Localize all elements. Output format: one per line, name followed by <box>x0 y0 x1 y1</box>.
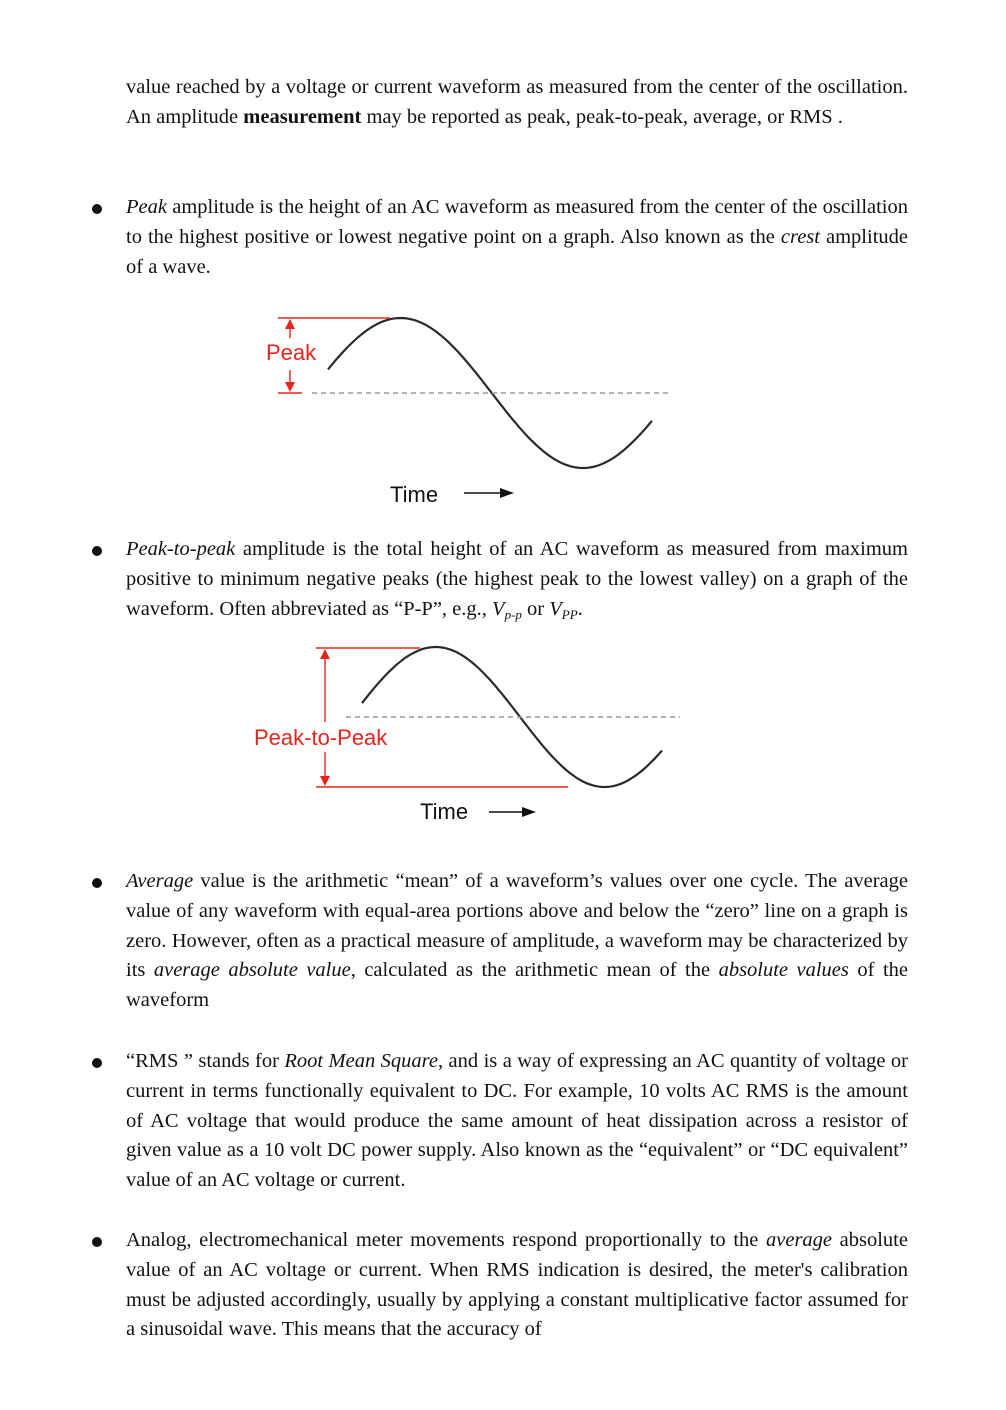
average-paragraph <box>126 867 908 1016</box>
bullet-average <box>92 878 102 888</box>
average-term-2: average <box>766 1229 833 1251</box>
p2p-label: Peak-to-Peak <box>254 725 388 750</box>
average-text-2: , calculated as the arithmetic mean of the <box>350 959 719 982</box>
peak-text-end: amplitude of a wave. <box>126 225 908 278</box>
meter-text-end: absolute value of an AC voltage or current. When RMS indication is desired, the meter's calibration must be adjusted accordingly, usually by applying a constant multiplicative factor assumed for a sinusoidal wave. This means that the accuracy of <box>126 1229 908 1341</box>
crest-term: crest <box>780 225 820 248</box>
p2p-time-arrow-head <box>522 807 536 817</box>
peak-to-peak-term: Peak-to-peak <box>126 538 236 560</box>
peak-term: Peak <box>126 196 167 218</box>
average-absolute-value-term: average absolute value <box>153 959 351 982</box>
average-text: value is the arithmetic “mean” of a waveform’s values over one cycle. The average value of any waveform with equal-area portions above and below the “zero” line on a graph is zero. However, often as a practical measure of amplitude, a waveform may be characterized by its <box>126 870 908 982</box>
average-term: Average <box>126 870 194 892</box>
intro-bold-term: measurement <box>243 105 362 128</box>
intro-text: value reached by a voltage or current waveform as measured from the center of the oscillation. An amplitude <box>126 76 908 128</box>
peak-to-peak-text: amplitude is the total height of an AC waveform as measured from maximum positive to minimum negative peaks (the highest peak to the lowest valley) on a graph of the waveform. Often abbreviated as “P-P”, e.g., <box>126 538 908 620</box>
vpp-symbol-2: V <box>549 597 562 620</box>
p2p-time-label: Time <box>420 799 469 824</box>
rms-text-end: , and is a way of expressing an AC quantity of voltage or current in terms functionally equivalent to DC. For example, 10 volts AC RMS is the amount of AC voltage that would produce the same amount of heat dissipation across a resistor of given value as a 10 volt DC power supply. Also known as the “equivalent” or “DC equivalent” value of an AC voltage or current. <box>126 1050 909 1192</box>
rms-text: “RMS ” stands for <box>126 1050 285 1072</box>
root-mean-square-term: Root Mean Square <box>284 1050 438 1072</box>
p2p-arrow-down-head <box>320 776 330 786</box>
bullet-meter <box>92 1237 102 1247</box>
intro-text-end: may be reported as peak, peak-to-peak, average, or RMS . <box>361 105 843 128</box>
vpp-subscript-1: p-p <box>504 606 522 622</box>
p2p-text-end: . <box>577 597 583 620</box>
peak-text: amplitude is the height of an AC waveform as measured from the center of the oscillation to the highest positive or lowest negative point on a graph. Also known as the <box>126 196 908 248</box>
vpp-symbol-1: V <box>492 597 505 620</box>
meter-paragraph <box>126 1226 908 1345</box>
meter-text: Analog, electromechanical meter movements respond proportionally to the <box>126 1229 766 1251</box>
p2p-arrow-up-head <box>320 649 330 659</box>
bullet-rms <box>92 1058 102 1068</box>
average-text-end: of the waveform <box>126 959 908 1012</box>
or-text: or <box>521 597 550 620</box>
vpp-subscript-2: PP <box>561 606 578 622</box>
peak-label: Peak <box>266 340 317 365</box>
rms-paragraph <box>126 1047 908 1196</box>
absolute-values-term: absolute values <box>718 959 849 982</box>
peak-time-label: Time <box>390 482 439 507</box>
